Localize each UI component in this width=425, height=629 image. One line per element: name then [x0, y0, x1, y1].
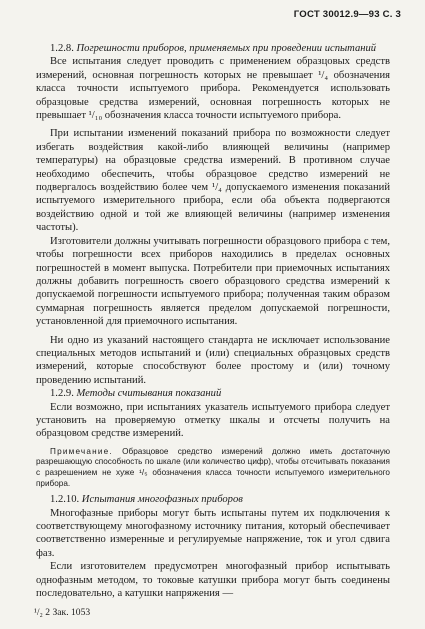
page-header: ГОСТ 30012.9—93 С. 3	[293, 9, 401, 20]
section-title: Испытания многофазных приборов	[81, 494, 243, 506]
section-number: 1.2.9.	[50, 388, 74, 400]
section-title: Методы считывания показаний	[76, 388, 222, 400]
section-heading-1-2-9	[36, 387, 390, 400]
paragraph: Многофазные приборы могут быть испытаны путем их подключения к соответствующему многофазному источнику питания, который обеспечивает соответственно измеренные и регулируемые напряжение, ток и угол сдвига фаз.	[36, 507, 390, 559]
paragraph: При испытании изменений показаний прибора по возможности следует избегать воздействия какой-либо влияющей величины (например температуры) на образцовые средства измерений. В противном случае необходимо обеспечить, чтобы образцовое средство измерений не подвергалось воздействию более чем ¹/₄ допускаемого изменения показаний испытуемого измерительного прибора, если оба объекта подвергаются воздействию одной и той же влияющей величины (например изменения частоты).	[36, 128, 390, 234]
paragraph: Если изготовителем предусмотрен многофазный прибор испытывать однофазным методом, то токовые катушки прибора могут быть соединены последовательно, а катушки напряжения —	[36, 561, 390, 599]
paragraph: Изготовители должны учитывать погрешности образцового прибора с тем, чтобы погрешности всех приборов находились в пределах основных погрешностей в момент выпуска. Потребители при приемочных испытаниях должны добавить погрешность своего образцового средства измерений к допускаемой погрешности испытуемого прибора; полученная таким образом суммарная погрешность является пределом допускаемой погрешности, установленной для приемочного испытания.	[36, 235, 390, 328]
paragraph: Если возможно, при испытаниях указатель испытуемого прибора следует установить на проверяемую отметку шкалы и отсчеты получить на образцовом средстве измерений.	[36, 401, 390, 440]
note-text: Образцовое средство измерений должно иметь достаточную разрешающую способность по шкале (или количество цифр), чтобы отсчитывать показания с разрешением не хуже ¹/₅ обозначения класса точности испытуемого измерительного прибора.	[36, 446, 390, 488]
note-label: Примечание.	[50, 446, 113, 456]
paragraph: Все испытания следует проводить с применением образцовых средств измерений, основная погрешность которых не превышает ¹/₄ обозначения класса точности испытуемого прибора. Рекомендуется использовать образцовые средства измерений, основная погрешность которых не превышает ¹/₁₀ обозначения класса точности испытуемого прибора.	[36, 56, 390, 122]
page-body	[36, 42, 390, 600]
section-title: Погрешности приборов, применяемых при проведении испытаний	[76, 43, 377, 54]
section-number: 1.2.10.	[50, 494, 80, 506]
note	[36, 447, 390, 489]
paragraph: Ни одно из указаний настоящего стандарта не исключает использование специальных методов испытаний и (или) специальных образцовых средств измерений, которые способствуют более простому и (или) точному проведению испытаний.	[36, 334, 390, 386]
section-number: 1.2.8.	[50, 43, 74, 54]
section-heading-1-2-8	[36, 42, 390, 55]
section-heading-1-2-10	[36, 493, 390, 506]
page-footer: ¹/₂ 2 Зак. 1053	[34, 607, 91, 618]
